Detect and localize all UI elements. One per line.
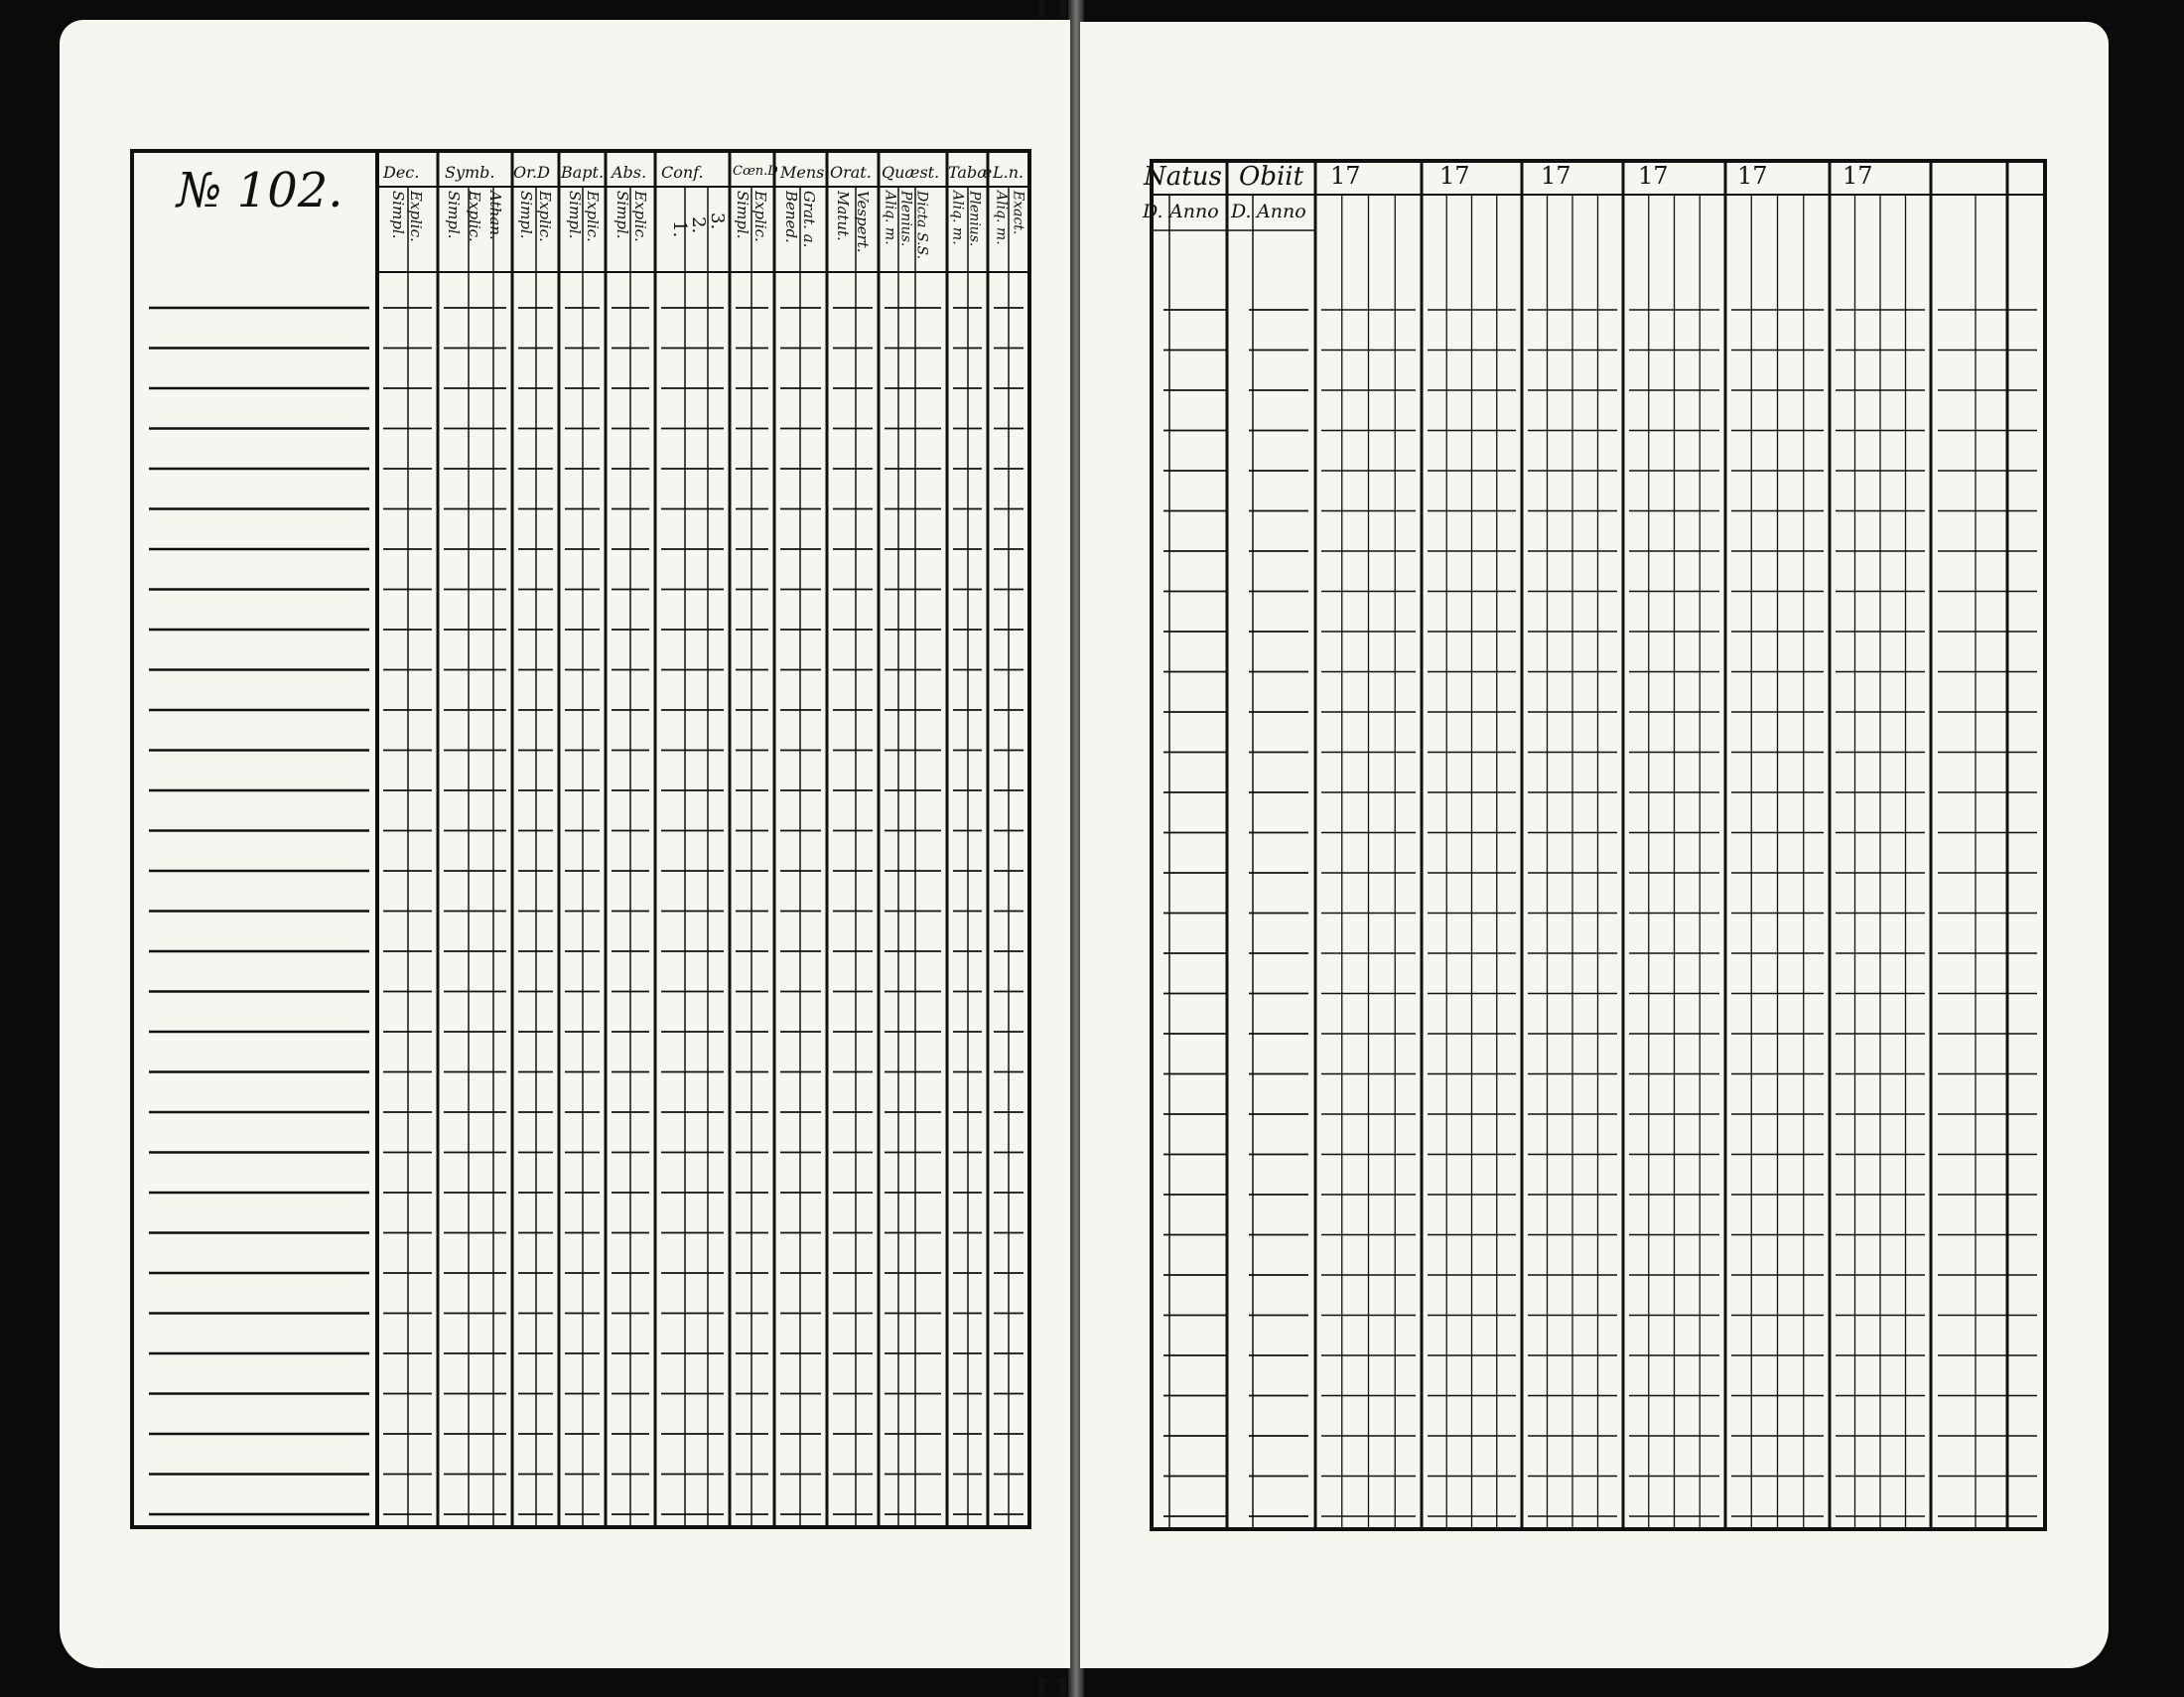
sub-quaest-aliq: Aliq. m. [882,191,898,245]
sub-mens-bened: Bened. [781,191,800,243]
column-header-symb: Symb. [445,163,495,182]
column-header-abs: Abs. [612,163,647,182]
volume-number: № 102. [177,163,343,218]
natus-header: Natus [1144,162,1222,192]
column-header-tabae: Tabæ [948,163,993,182]
sub-ord-explic: Explic. [535,191,554,242]
sub-symb-explic: Explic. [465,191,483,242]
sub-dec-explic: Explic. [406,191,425,242]
column-header-dec: Dec. [383,163,420,182]
year-header: 17 [1638,162,1669,190]
sub-mens-grat: Grat. a. [799,191,818,248]
sub-conf-3: 3. [706,212,728,230]
sub-conf-2: 2. [687,216,709,234]
sub-orat-vespert: Vespert. [853,191,872,253]
column-header-ord: Or.D [513,163,550,182]
column-header-conf: Conf. [661,163,704,182]
natus-day-label: D. [1143,201,1163,222]
natus-year-label: Anno [1169,201,1219,222]
year-header: 17 [1737,162,1768,190]
sub-quaest-plenius: Plenius. [897,191,914,247]
obiit-year-label: Anno [1257,201,1306,222]
sub-ord-simpl: Simpl. [516,191,535,239]
column-header-mens: Mens. [780,163,830,182]
left-table-frame [132,151,1029,1527]
year-header: 17 [1330,162,1361,190]
sub-orat-matut: Matut. [833,191,852,241]
sub-symb-simpl: Simpl. [444,191,463,239]
sub-quaest-dicta: Dicta S.S. [913,191,930,260]
sub-tabae-aliq: Aliq. m. [949,191,966,245]
year-header: 17 [1439,162,1470,190]
sub-ln-exact: Exact. [1010,191,1026,235]
sub-conf-1: 1. [668,220,690,238]
sub-bapt-simpl: Simpl. [565,191,584,239]
year-header: 17 [1541,162,1571,190]
sub-bapt-explic: Explic. [583,191,602,242]
sub-abs-simpl: Simpl. [613,191,631,239]
obiit-day-label: D. [1231,201,1252,222]
obiit-header: Obiit [1239,162,1304,192]
sub-dec-simpl: Simpl. [388,191,407,239]
sub-tabae-plenius: Plenius. [966,191,983,247]
column-header-quaest: Quæst. [882,163,940,182]
sub-coend-explic: Explic. [751,191,769,242]
column-header-bapt: Bapt. [561,163,605,182]
column-header-coend: Cœn.D [733,164,778,179]
sub-ln-aliq: Aliq. m. [993,191,1010,245]
column-header-ln: L.n. [993,163,1024,182]
sub-symb-athan: Athan. [485,191,504,240]
sub-abs-explic: Explic. [630,191,649,242]
year-header: 17 [1843,162,1873,190]
column-header-orat: Orat. [830,163,872,182]
sub-coend-simpl: Simpl. [733,191,751,239]
